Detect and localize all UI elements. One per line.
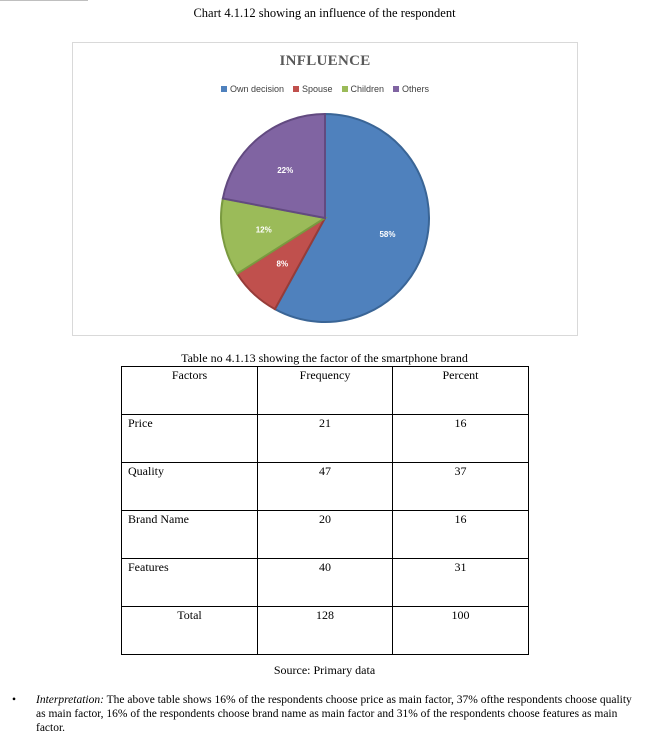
interpretation-paragraph bbox=[12, 693, 642, 735]
pie-data-label: 8% bbox=[276, 259, 289, 269]
cell-percent: 37 bbox=[393, 463, 529, 511]
header-frequency: Frequency bbox=[258, 367, 393, 415]
table-total-row bbox=[122, 607, 529, 655]
header-factors: Factors bbox=[122, 367, 258, 415]
cell-total-percent: 100 bbox=[393, 607, 529, 655]
chart-caption: Chart 4.1.12 showing an influence of the respondent bbox=[193, 6, 456, 20]
pie-data-label: 12% bbox=[255, 225, 272, 235]
cell-factor: Features bbox=[122, 559, 258, 607]
legend-label: Own decision bbox=[229, 84, 284, 94]
cell-frequency: 47 bbox=[258, 463, 393, 511]
interpretation-text-block bbox=[36, 693, 642, 735]
cell-frequency: 21 bbox=[258, 415, 393, 463]
cell-total-frequency: 128 bbox=[258, 607, 393, 655]
table-row bbox=[122, 559, 529, 607]
table-header-row bbox=[122, 367, 529, 415]
interpretation-text: The above table shows 16% of the respondents choose price as main factor, 37% ofthe respondents choose quality as main factor, 16% of the respondents choose brand name as main factor and 31% of the respondents choose features as main factor. bbox=[36, 694, 632, 734]
legend-label: Spouse bbox=[301, 84, 333, 94]
header-percent: Percent bbox=[393, 367, 529, 415]
cell-percent: 31 bbox=[393, 559, 529, 607]
legend-label: Others bbox=[402, 84, 430, 94]
factors-table bbox=[121, 366, 529, 655]
source-note: Source: Primary data bbox=[273, 663, 376, 677]
cell-percent: 16 bbox=[393, 511, 529, 559]
cell-factor: Price bbox=[122, 415, 258, 463]
bullet: • bbox=[12, 694, 17, 706]
pie-chart bbox=[72, 42, 578, 336]
pie-plot bbox=[73, 43, 579, 337]
table-row bbox=[122, 415, 529, 463]
cell-percent: 16 bbox=[393, 415, 529, 463]
cell-frequency: 20 bbox=[258, 511, 393, 559]
pie-data-label: 22% bbox=[277, 165, 294, 175]
cell-factor: Quality bbox=[122, 463, 258, 511]
cell-factor: Brand Name bbox=[122, 511, 258, 559]
interpretation-label: Interpretation: bbox=[36, 694, 104, 706]
table-caption: Table no 4.1.13 showing the factor of the smartphone brand bbox=[181, 351, 468, 365]
chart-title: INFLUENCE bbox=[279, 53, 371, 69]
pie-slice-others bbox=[223, 114, 325, 218]
top-rule bbox=[0, 0, 88, 1]
cell-total-label: Total bbox=[122, 607, 258, 655]
legend-label: Children bbox=[350, 84, 385, 94]
cell-frequency: 40 bbox=[258, 559, 393, 607]
pie-data-label: 58% bbox=[379, 230, 396, 240]
table-row bbox=[122, 511, 529, 559]
table-row bbox=[122, 463, 529, 511]
